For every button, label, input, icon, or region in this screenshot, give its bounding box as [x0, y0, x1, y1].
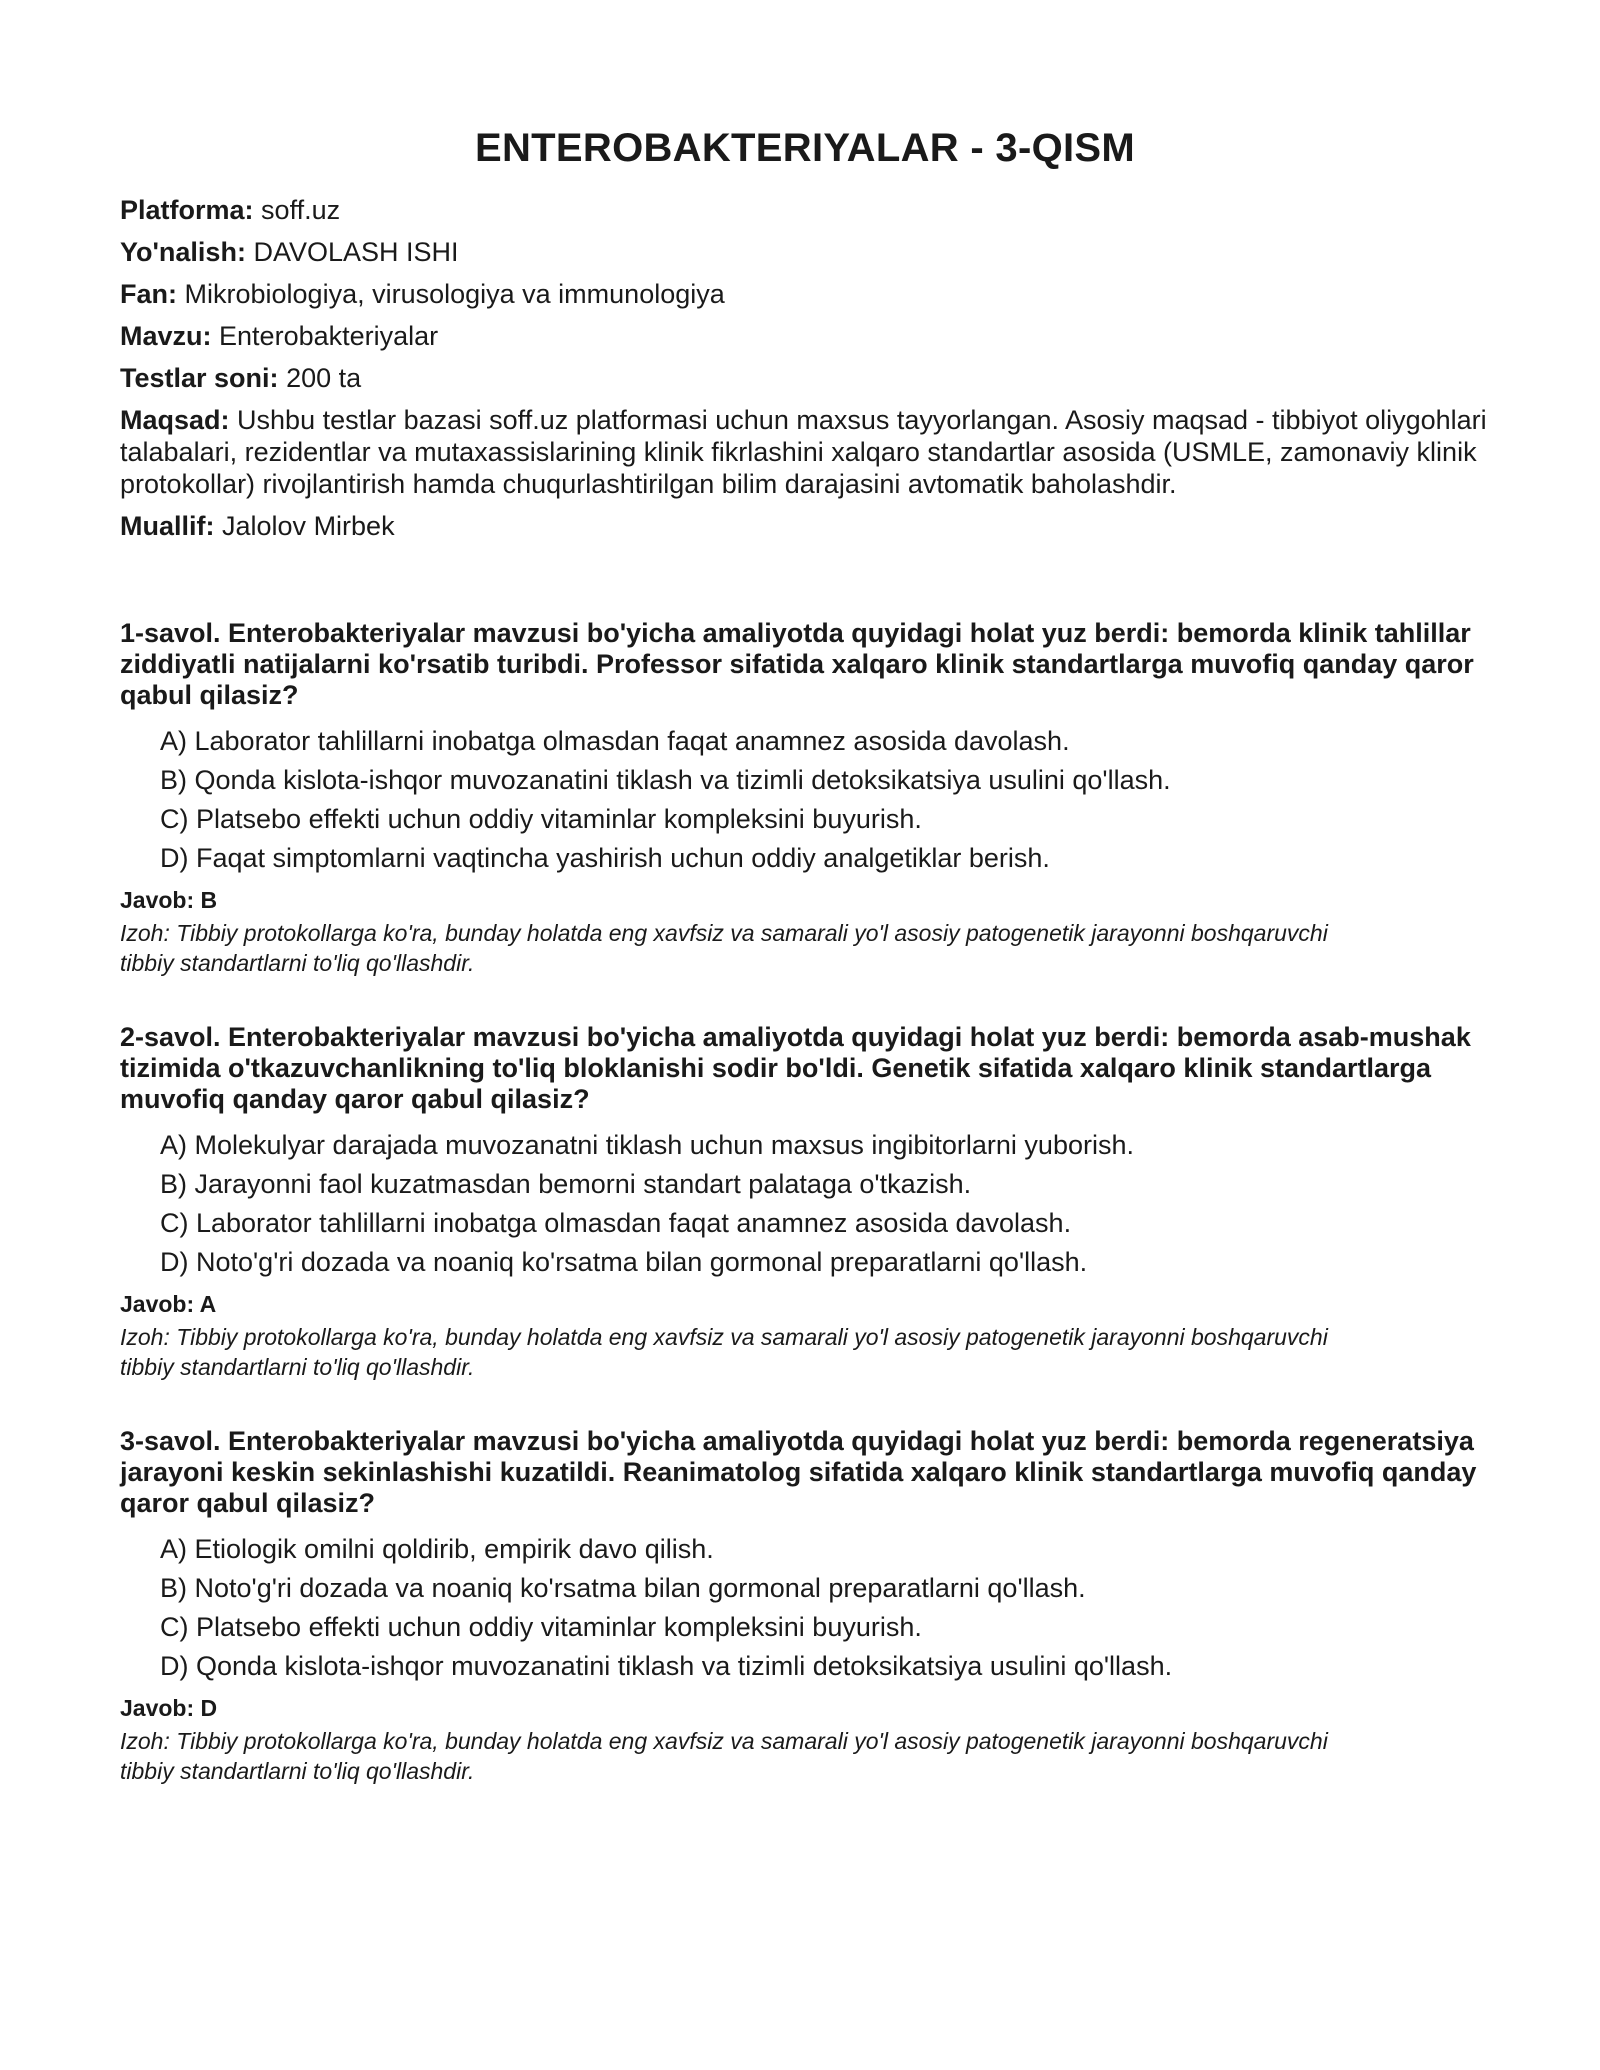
meta-label: Mavzu: — [120, 321, 212, 351]
option-b: B) Qonda kislota-ishqor muvozanatini tiklash va tizimli detoksikatsiya usulini qo'llash. — [160, 765, 1171, 795]
meta-purpose — [120, 404, 1490, 500]
question-item — [120, 1426, 1490, 1786]
option-a: A) Molekulyar darajada muvozanatni tiklash uchun maxsus ingibitorlarni yuborish. — [160, 1130, 1134, 1160]
option-a: A) Laborator tahlillarni inobatga olmasdan faqat anamnez asosida davolash. — [160, 726, 1070, 756]
question-text: 1-savol. Enterobakteriyalar mavzusi bo'yicha amaliyotda quyidagi holat yuz berdi: bemorda klinik tahlillar ziddiyatli natijalarni ko'rsatib turibdi. Professor sifatida xalqaro klinik standartlarga muvofiq qanday qaror qabul qilasiz? — [120, 618, 1474, 710]
explanation-note: Izoh: Tibbiy protokollarga ko'ra, bunday holatda eng xavfsiz va samarali yo'l asosiy patogenetik jarayonni boshqaruvchi tibbiy standartlarni to'liq qo'llashdir. — [120, 1728, 1328, 1784]
answer-key: Javob: A — [120, 1291, 217, 1317]
meta-value: soff.uz — [261, 195, 341, 225]
meta-subject — [120, 278, 1490, 310]
question-item — [120, 1022, 1490, 1382]
meta-direction — [120, 236, 1490, 268]
option-c: C) Platsebo effekti uchun oddiy vitaminlar kompleksini buyurish. — [160, 1612, 922, 1642]
question-list — [120, 618, 1490, 1786]
meta-label: Muallif: — [120, 511, 215, 541]
option-d: D) Noto'g'ri dozada va noaniq ko'rsatma bilan gormonal preparatlarni qo'llash. — [160, 1247, 1088, 1277]
meta-label: Fan: — [120, 279, 177, 309]
meta-label: Maqsad: — [120, 405, 230, 435]
explanation-note: Izoh: Tibbiy protokollarga ko'ra, bunday holatda eng xavfsiz va samarali yo'l asosiy patogenetik jarayonni boshqaruvchi tibbiy standartlarni to'liq qo'llashdir. — [120, 920, 1328, 976]
answer-options — [120, 725, 1490, 874]
option-b: B) Jarayonni faol kuzatmasdan bemorni standart palataga o'tkazish. — [160, 1169, 972, 1199]
meta-author — [120, 510, 1490, 542]
option-c: C) Platsebo effekti uchun oddiy vitaminlar kompleksini buyurish. — [160, 804, 922, 834]
option-b: B) Noto'g'ri dozada va noaniq ko'rsatma bilan gormonal preparatlarni qo'llash. — [160, 1573, 1086, 1603]
meta-label: Platforma: — [120, 195, 254, 225]
page-title: ENTEROBAKTERIYALAR - 3-QISM — [475, 126, 1135, 170]
option-a: A) Etiologik omilni qoldirib, empirik davo qilish. — [160, 1534, 714, 1564]
meta-platform — [120, 194, 1490, 226]
meta-topic — [120, 320, 1490, 352]
meta-label: Testlar soni: — [120, 363, 279, 393]
meta-value: Ushbu testlar bazasi soff.uz platformasi uchun maxsus tayyorlangan. Asosiy maqsad - tibbiyot oliygohlari talabalari, rezidentlar va mutaxassislarining klinik fikrlashini xalqaro standartlar asosida (USMLE, zamonaviy klinik protokollar) rivojlantirish hamda chuqurlashtirilgan bilim darajasini avtomatik baholashdir. — [120, 405, 1487, 499]
question-item — [120, 618, 1490, 978]
answer-options — [120, 1533, 1490, 1682]
answer-key: Javob: B — [120, 887, 218, 913]
document-page — [120, 0, 1490, 1830]
meta-value: Enterobakteriyalar — [219, 321, 439, 351]
option-d: D) Faqat simptomlarni vaqtincha yashirish uchun oddiy analgetiklar berish. — [160, 843, 1050, 873]
option-c: C) Laborator tahlillarni inobatga olmasdan faqat anamnez asosida davolash. — [160, 1208, 1072, 1238]
document-meta — [120, 194, 1490, 542]
option-d: D) Qonda kislota-ishqor muvozanatini tiklash va tizimli detoksikatsiya usulini qo'llash. — [160, 1651, 1173, 1681]
meta-value: Jalolov Mirbek — [222, 511, 395, 541]
question-text: 3-savol. Enterobakteriyalar mavzusi bo'yicha amaliyotda quyidagi holat yuz berdi: bemorda regeneratsiya jarayoni keskin sekinlashishi kuzatildi. Reanimatolog sifatida xalqaro klinik standartlarga muvofiq qanday qaror qabul qilasiz? — [120, 1426, 1477, 1518]
meta-label: Yo'nalish: — [120, 237, 246, 267]
question-text: 2-savol. Enterobakteriyalar mavzusi bo'yicha amaliyotda quyidagi holat yuz berdi: bemorda asab-mushak tizimida o'tkazuvchanlikning to'liq bloklanishi sodir bo'ldi. Genetik sifatida xalqaro klinik standartlarga muvofiq qanday qaror qabul qilasiz? — [120, 1022, 1471, 1114]
meta-test-count — [120, 362, 1490, 394]
meta-value: DAVOLASH ISHI — [253, 237, 459, 267]
answer-key: Javob: D — [120, 1695, 218, 1721]
meta-value: 200 ta — [286, 363, 362, 393]
meta-value: Mikrobiologiya, virusologiya va immunologiya — [184, 279, 725, 309]
answer-options — [120, 1129, 1490, 1278]
explanation-note: Izoh: Tibbiy protokollarga ko'ra, bunday holatda eng xavfsiz va samarali yo'l asosiy patogenetik jarayonni boshqaruvchi tibbiy standartlarni to'liq qo'llashdir. — [120, 1324, 1328, 1380]
